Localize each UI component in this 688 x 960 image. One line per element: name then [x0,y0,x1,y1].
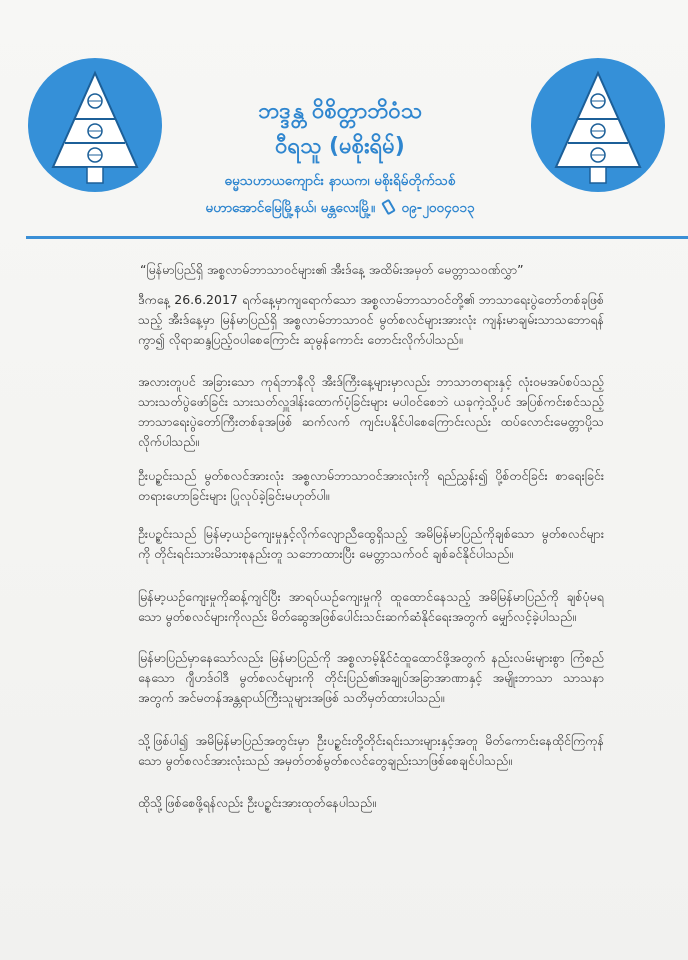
org-title: ဘဒ္ဒန္တ ဝိစိတ္တာဘိဝံသ [258,99,422,124]
header-divider [26,236,688,239]
org-address: ဓမ္မသဟာယကျောင်း နာယက၊ မစိုးရိမ်တိုက်သစ် [224,173,456,189]
pyramid-globe-logo-icon [530,57,666,193]
org-city: မဟာအောင်မြေမြို့နယ်၊ မန္တလေးမြို့။ [205,200,376,216]
paragraph: ဦးပဥ္စင်းသည် မြန်မာ့ယဉ်ကျေးမှုနှင့်လိုက်လျောညီထွေရှိသည့် အမိမြန်မာပြည်ကိုချစ်သော မွတ်စလင်များကို တိုင်းရင်းသားမိသားစုနည်းတူ သဘောထားပြီး မေတ္တာသက်ဝင် ချစ်ခင်နိုင်ပါသည်။ [138,526,604,561]
paragraph: ထိုသို့ဖြစ်စေဖို့ရန်လည်း ဦးပဥ္စင်းအားထုတ်နေပါသည်။ [138,795,376,810]
paragraph: မြန်မာပြည်မှာနေသော်လည်း မြန်မာပြည်ကို အစ္စလာမ့်နိုင်ငံထူထောင်ဖို့အတွက် နည်းလမ်းများစွာ ကြံစည်နေသော ဂျီဟဒ်ဝါဒီ မွတ်စလင်များကို တိုင်းပြည်၏အချုပ်အခြာအာဏာနှင့် အမျိုးဘာသာ သာသနာအတွက် အင်မတန်အန္တရာယ်ကြီးသူများအဖြစ် သတိမှတ်ထားပါသည်။ [138,650,604,705]
phone-number: ၀၉-၂၀၀၄၀၁၃ [401,200,475,216]
paragraph: မြန်မာ့ယဉ်ကျေးမှုကိုဆန့်ကျင်ပြီး အာရပ်ယဉ်ကျေးမှုကို ထူထောင်နေသည့် အမိမြန်မာပြည်ကို ချစ်ပုံမရသော မွတ်စလင်များကိုလည်း မိတ်ဆွေအဖြစ်ပေါင်းသင်းဆက်ဆံနိုင်ရေးအတွက် မျှော်လင့်ခဲ့ပါသည်။ [138,589,604,624]
phone-icon [381,199,396,215]
org-subtitle: ဝီရသူ (မစိုးရိမ်) [275,134,405,159]
org-contact [130,199,550,219]
paragraph: အလားတူပင် အခြားသော ကုရ်ဘာနီလို အီးဒ်ကြီးနေ့များမှာလည်း ဘာသာတရားနှင့် လုံးဝမအပ်စပ်သည့် သားသတ်ပွဲဖော်ခြင်း သားသတ်လှူဒါန်းထောက်ပံ့ခြင်းများ မပါဝင်စေဘဲ ယခုကဲ့သို့ပင် အပြစ်ကင်းစင်သည့် ဘာသာရေးပွဲတော်ကြီးတစ်ခုအဖြစ် ဆက်လက် ကျင်းပနိုင်ပါစေကြောင်းလည်း ထပ်လောင်းမေတ္တာပို့သလိုက်ပါသည်။ [138,374,604,449]
pyramid-globe-logo-icon [27,57,163,193]
document-title: “မြန်မာပြည်ရှိ အစ္စလာမ်ဘာသာဝင်များ၏ အီးဒ်နေ့ အထိမ်းအမှတ် မေတ္တာသဝဏ်လွှာ” [140,262,524,277]
paragraph: ဒီကနေ့ 26.6.2017 ရက်နေ့မှာကျရောက်သော အစ္စလာမ်ဘာသာဝင်တို့၏ ဘာသာရေးပွဲတော်တစ်ခုဖြစ်သည့် အီးဒ်နေ့မှာ မြန်မာပြည်ရှိ အစ္စလာမ်ဘာသာဝင် မွတ်စလင်များအားလုံး ကျန်းမာချမ်းသာသဘောရန်ကွာ၍ လိုရာဆန္ဒပြည့်ဝပါစေကြောင်း ဆုမွန်ကောင်း တောင်းလိုက်ပါသည်။ [138,292,604,347]
paragraph: ဦးပဥ္စင်းသည် မွတ်စလင်အားလုံး အစ္စလာမ်ဘာသာဝင်အားလုံးကို ရည်ညွှန်း၍ ပို့စ်တင်ခြင်း စာရေးခြင်း တရားဟောခြင်းများ ပြုလုပ်ခဲ့ခြင်းမဟုတ်ပါ။ [138,468,604,503]
paragraph: သို့ဖြစ်ပါ၍ အမိမြန်မာပြည်အတွင်းမှာ ဦးပဥ္စင်းတို့တိုင်းရင်းသားများနှင့်အတူ မိတ်ကောင်းနေထိုင်ကြကုန်သော မွတ်စလင်အားလုံးသည် အမှတ်တစ်မွတ်စလင်တွေချည်းသာဖြစ်စေချင်ပါသည်။ [138,733,604,768]
